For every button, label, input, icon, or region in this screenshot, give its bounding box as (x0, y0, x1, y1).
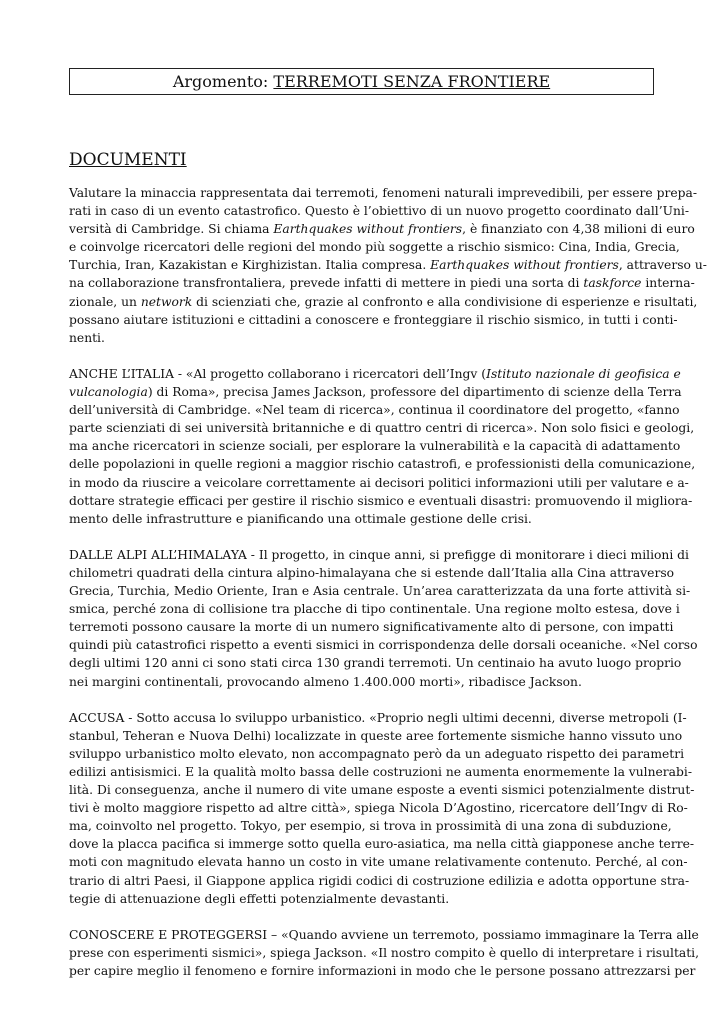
text-run: interna- (641, 276, 695, 291)
text-line (69, 311, 678, 329)
text-line (69, 582, 691, 600)
text-run: degli ultimi 120 anni ci sono stati circa 130 grandi terremoti. Un centinaio ha avuto luogo proprio (69, 656, 682, 671)
text-run: DALLE ALPI ALL’HIMALAYA - Il progetto, in cinque anni, si prefigge di monitorare i dieci milioni di (69, 547, 689, 562)
text-run: versità di Cambridge. Si chiama (69, 222, 274, 237)
text-line (69, 184, 698, 202)
text-run: Grecia, Turchia, Medio Oriente, Iran e Asia centrale. Un’area caratterizzata da una forte attività si- (69, 584, 691, 599)
text-run: dottare strategie efficaci per gestire il rischio sismico e eventuali disastri: promuovendo il migliora- (69, 493, 693, 508)
text-line (69, 673, 655, 691)
text-line (69, 401, 680, 419)
section-heading: DOCUMENTI (69, 150, 187, 170)
text-run: , è finanziato con 4,38 milioni di euro (462, 222, 695, 237)
text-line (69, 763, 692, 781)
text-run: Turchia, Iran, Kazakistan e Kirghizistan. Italia compresa. (69, 258, 431, 273)
text-line (69, 636, 698, 654)
text-run: dell’università di Cambridge. «Nel team di ricerca», continua il coordinatore del progetto, «fanno (69, 403, 680, 418)
text-line (69, 781, 695, 799)
text-line (69, 618, 674, 636)
text-line (69, 455, 696, 473)
text-run: prese con esperimenti sismici», spiega Jackson. «Il nostro compito è quello di interpretare i risultati, (69, 945, 700, 960)
text-run: stanbul, Teheran e Nuova Delhi) localizzate in queste aree fortemente sismiche hanno vissuto uno (69, 728, 683, 743)
text-run: CONOSCERE E PROTEGGERSI – «Quando avviene un terremoto, possiamo immaginare la Terra alle (69, 927, 699, 942)
topic-prefix: Argomento: (172, 72, 269, 91)
text-run: possano aiutare istituzioni e cittadini a conoscere e fronteggiare il rischio sismico, in tutti i conti- (69, 312, 678, 327)
text-line (69, 474, 689, 492)
italic-text: Earthquakes without frontiers (430, 258, 619, 273)
text-run: zionale, un (69, 294, 141, 309)
text-line (69, 546, 689, 564)
text-run: ma anche ricercatori in scienze sociali, per esplorare la vulnerabilità e la capacità di adattamento (69, 439, 681, 454)
text-line (69, 926, 699, 944)
document-body (69, 184, 707, 998)
text-run: nenti. (69, 330, 105, 345)
text-run: quindi più catastrofici rispetto a eventi sismici in corrispondenza delle dorsali oceaniche. «Nel corso (69, 638, 698, 653)
text-line (69, 510, 655, 528)
text-run: ACCUSA - Sotto accusa lo sviluppo urbanistico. «Proprio negli ultimi decenni, diverse metropoli (I- (69, 710, 687, 725)
text-run: ma, coinvolto nel progetto. Tokyo, per esempio, si trova in prossimità di una zona di subduzione, (69, 819, 672, 834)
text-line (69, 745, 685, 763)
text-line (69, 365, 681, 383)
italic-text: vulcanologia (69, 385, 148, 400)
italic-text: taskforce (583, 276, 642, 291)
text-run: , attraverso u- (618, 258, 707, 273)
text-line (69, 853, 688, 871)
text-run: ) di Roma», precisa James Jackson, professore del dipartimento di scienze della Terra (147, 385, 682, 400)
text-line (69, 817, 672, 835)
paragraph (69, 365, 696, 528)
text-run: Valutare la minaccia rappresentata dai terremoti, fenomeni naturali imprevedibili, per essere prepa- (69, 186, 698, 200)
text-line (69, 256, 707, 274)
text-run: tegie di attenuazione degli effetti potenzialmente devastanti. (69, 891, 450, 906)
topic-title: TERREMOTI SENZA FRONTIERE (273, 72, 551, 91)
text-run: edilizi antisismici. E la qualità molto bassa delle costruzioni ne aumenta enormemente la vulnerabi- (69, 765, 692, 779)
text-run: chilometri quadrati della cintura alpino-himalayana che si estende dall’Italia alla Cina attraverso (69, 565, 675, 580)
text-run: tivi è molto maggiore rispetto ad altre città», spiega Nicola D’Agostino, ricercatore dell’Ingv di Ro- (69, 801, 688, 816)
text-run: per capire meglio il fenomeno e fornire informazioni in modo che le persone possano attrezzarsi per (69, 964, 696, 979)
italic-text: Earthquakes without frontiers (273, 222, 463, 237)
paragraph (69, 709, 695, 908)
text-run: delle popolazioni in quelle regioni a maggior rischio catastrofi, e professionisti della comunicazione, (69, 457, 696, 472)
text-line (69, 202, 689, 220)
text-run: nei margini continentali, provocando almeno 1.400.000 morti», ribadisce Jackson. (69, 674, 582, 689)
text-run: sviluppo urbanistico molto elevato, non accompagnato però da un adeguato rispetto dei parametri (69, 746, 685, 761)
text-line (69, 890, 655, 908)
text-line (69, 419, 695, 437)
text-run: moti con magnitudo elevata hanno un costo in vite umane relativamente contenuto. Perché, al con- (69, 855, 688, 870)
text-run: rati in caso di un evento catastrofico. Questo è l’obiettivo di un nuovo progetto coordinato dall’Uni- (69, 204, 689, 219)
text-run: di scienziati che, grazie al confronto e alla condivisione di esperienze e risultati, (192, 294, 698, 309)
text-line (69, 872, 690, 890)
text-line (69, 293, 698, 311)
text-run: ANCHE L’ITALIA - «Al progetto collaborano i ricercatori dell’Ingv ( (69, 366, 487, 381)
paragraph (69, 546, 698, 691)
text-run: smica, perché zona di collisione tra placche di tipo continentale. Una regione molto estesa, dove i (69, 602, 680, 617)
italic-text: network (140, 294, 193, 309)
paragraph (69, 926, 700, 980)
text-run: terremoti possono causare la morte di un numero significativamente alto di persone, con impatti (69, 620, 674, 635)
text-run: mento delle infrastrutture e pianificando una ottimale gestione delle crisi. (69, 511, 532, 526)
text-line (69, 329, 655, 347)
text-run: dove la placca pacifica si immerge sotto quella euro-asiatica, ma nella città giapponese anche terre- (69, 837, 695, 852)
text-line (69, 274, 695, 292)
text-line (69, 799, 688, 817)
text-line (69, 709, 687, 727)
text-run: e coinvolge ricercatori delle regioni del mondo più soggette a rischio sismico: Cina, India, Grecia, (69, 240, 680, 255)
text-line (69, 654, 682, 672)
text-run: in modo da riuscire a veicolare correttamente ai decisori politici informazioni utili per valutare e a- (69, 475, 689, 490)
italic-text: Istituto nazionale di geofisica e (486, 366, 681, 381)
text-line (69, 727, 683, 745)
text-run: trario di altri Paesi, il Giappone applica rigidi codici di costruzione edilizia e adotta opportune stra- (69, 873, 690, 888)
text-line (69, 835, 695, 853)
text-line (69, 437, 681, 455)
text-line (69, 944, 700, 962)
text-line (69, 383, 682, 401)
topic-title-box (69, 68, 654, 95)
text-line (69, 564, 675, 582)
text-run: na collaborazione transfrontaliera, prevede infatti di mettere in piedi una sorta di (69, 276, 584, 291)
text-line (69, 600, 680, 618)
paragraph (69, 184, 707, 347)
text-line (69, 962, 696, 980)
text-run: lità. Di conseguenza, anche il numero di vite umane esposte a eventi sismici potenzialmente distrut- (69, 783, 695, 798)
text-line (69, 238, 680, 256)
text-line (69, 492, 693, 510)
text-run: parte scienziati di sei università britanniche e di quattro centri di ricerca». Non solo fisici e geologi, (69, 421, 695, 436)
text-line (69, 220, 695, 238)
